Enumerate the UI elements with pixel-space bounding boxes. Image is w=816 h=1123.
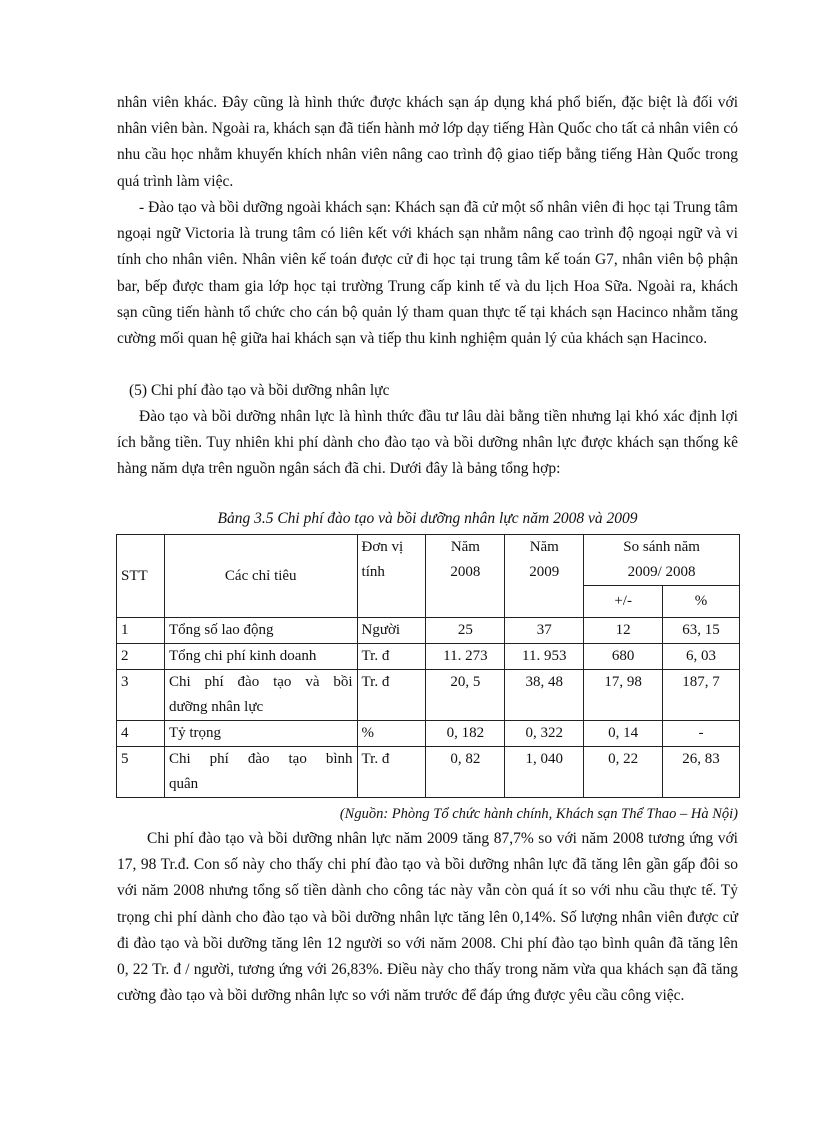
header-2008	[426, 535, 505, 618]
cell-2009: 37	[505, 618, 584, 644]
header-compare	[584, 535, 740, 586]
cell-stt: 3	[117, 670, 165, 721]
header-unit-line1: Đơn vị	[361, 539, 404, 555]
cell-criteria-line2: dưỡng nhân lực	[168, 699, 264, 715]
header-compare-line1: So sánh năm	[623, 539, 700, 555]
cell-stt: 2	[117, 644, 165, 670]
header-2008-line1: Năm	[450, 539, 480, 555]
header-unit	[357, 535, 426, 618]
cell-stt: 1	[117, 618, 165, 644]
cell-pct: -	[663, 721, 740, 747]
header-stt: STT	[117, 535, 165, 618]
table-row	[117, 670, 740, 721]
cell-2008: 0, 182	[426, 721, 505, 747]
table-source: (Nguồn: Phòng Tổ chức hành chính, Khách sạn Thể Thao – Hà Nội)	[339, 806, 738, 822]
cell-2009: 38, 48	[505, 670, 584, 721]
cell-2008: 25	[426, 618, 505, 644]
cell-stt: 4	[117, 721, 165, 747]
cell-criteria-line2: quân	[168, 776, 199, 792]
paragraph-3: Đào tạo và bồi dưỡng nhân lực là hình thức đầu tư lâu dài bằng tiền nhưng lại khó xác định lợi ích bằng tiền. Tuy nhiên khi phí dành cho đào tạo và bồi dưỡng nhân lực được khách sạn thống kê hàng năm dựa trên nguồn ngân sách đã chi. Dưới đây là bảng tổng hợp:	[117, 408, 738, 478]
header-diff: +/-	[584, 586, 663, 618]
cell-2008: 11. 273	[426, 644, 505, 670]
cell-diff: 0, 22	[584, 747, 663, 798]
paragraph-1: nhân viên khác. Đây cũng là hình thức được khách sạn áp dụng khá phổ biến, đặc biệt là đối với nhân viên bàn. Ngoài ra, khách sạn đã tiến hành mở lớp dạy tiếng Hàn Quốc cho tất cả nhân viên có nhu cầu học nhằm khuyến khích nhân viên nâng cao trình độ giao tiếp bằng tiếng Hàn Quốc trong quá trình làm việc.	[117, 94, 738, 190]
cell-criteria: Tỷ trọng	[164, 721, 357, 747]
cell-criteria-line1: Chi phí đào tạo và bồi	[168, 674, 353, 690]
header-2008-line2: 2008	[450, 564, 481, 580]
cell-criteria: Tổng số lao động	[164, 618, 357, 644]
cell-diff: 0, 14	[584, 721, 663, 747]
cell-criteria-line1: Chi phí đào tạo bình	[168, 751, 353, 767]
cell-unit: %	[357, 721, 426, 747]
cell-criteria	[164, 670, 357, 721]
table-caption: Bảng 3.5 Chi phí đào tạo và bồi dưỡng nhân lực năm 2008 và 2009	[217, 510, 638, 527]
cell-2008: 0, 82	[426, 747, 505, 798]
cell-2009: 1, 040	[505, 747, 584, 798]
paragraph-2: - Đào tạo và bồi dưỡng ngoài khách sạn: Khách sạn đã cử một số nhân viên đi học tại Trung tâm ngoại ngữ Victoria là trung tâm có liên kết với khách sạn nhằm nâng cao trình độ ngoại ngữ và vi tính cho nhân viên. Nhân viên kế toán được cử đi học tại trung tâm kế toán G7, nhân viên bộ phận bar, bếp được tham gia lớp học tại trường Trung cấp kinh tế và du lịch Hoa Sữa. Ngoài ra, khách sạn cũng tiến hành tổ chức cho cán bộ quản lý tham quan thực tế tại khách sạn Hacinco nhằm tăng cường mối quan hệ giữa hai khách sạn và tiếp thu kinh nghiệm quản lý của khách sạn Hacinco.	[117, 199, 738, 348]
header-2009	[505, 535, 584, 618]
cell-diff: 17, 98	[584, 670, 663, 721]
cell-pct: 26, 83	[663, 747, 740, 798]
cell-pct: 187, 7	[663, 670, 740, 721]
cell-unit: Người	[357, 618, 426, 644]
section-heading: (5) Chi phí đào tạo và bồi dưỡng nhân lực	[129, 382, 390, 399]
cell-pct: 63, 15	[663, 618, 740, 644]
table-row	[117, 721, 740, 747]
cell-stt: 5	[117, 747, 165, 798]
cell-criteria: Tổng chi phí kinh doanh	[164, 644, 357, 670]
header-2009-line1: Năm	[529, 539, 559, 555]
table-row	[117, 747, 740, 798]
cell-2008: 20, 5	[426, 670, 505, 721]
cell-2009: 11. 953	[505, 644, 584, 670]
cell-unit: Tr. đ	[357, 670, 426, 721]
cell-unit: Tr. đ	[357, 747, 426, 798]
cell-2009: 0, 322	[505, 721, 584, 747]
cost-table	[116, 534, 740, 798]
header-unit-line2: tính	[361, 564, 385, 580]
cell-diff: 12	[584, 618, 663, 644]
table-header-row	[117, 535, 740, 586]
header-compare-line2: 2009/ 2008	[627, 564, 696, 580]
table-row	[117, 618, 740, 644]
header-2009-line2: 2009	[529, 564, 560, 580]
header-criteria: Các chỉ tiêu	[164, 535, 357, 618]
header-pct: %	[663, 586, 740, 618]
paragraph-4: Chi phí đào tạo và bồi dưỡng nhân lực năm 2009 tăng 87,7% so với năm 2008 tương ứng với 17, 98 Tr.đ. Con số này cho thấy chi phí đào tạo và bồi dưỡng nhân lực đã tăng lên gần gấp đôi so với năm 2008 nhưng tổng số tiền dành cho công tác này vẫn còn quá ít so với nhu cầu thực tế. Tỷ trọng chi phí dành cho đào tạo và bồi dưỡng nhân lực tăng lên 0,14%. Số lượng nhân viên được cử đi đào tạo và bồi dưỡng tăng lên 12 người so với năm 2008. Chi phí đào tạo bình quân đã tăng lên 0, 22 Tr. đ / người, tương ứng với 26,83%. Điều này cho thấy trong năm vừa qua khách sạn đã tăng cường đào tạo và bồi dưỡng nhân lực so với năm trước để đáp ứng được yêu cầu công việc.	[117, 830, 738, 1005]
cell-unit: Tr. đ	[357, 644, 426, 670]
cell-criteria	[164, 747, 357, 798]
cell-pct: 6, 03	[663, 644, 740, 670]
table-row	[117, 644, 740, 670]
cell-diff: 680	[584, 644, 663, 670]
